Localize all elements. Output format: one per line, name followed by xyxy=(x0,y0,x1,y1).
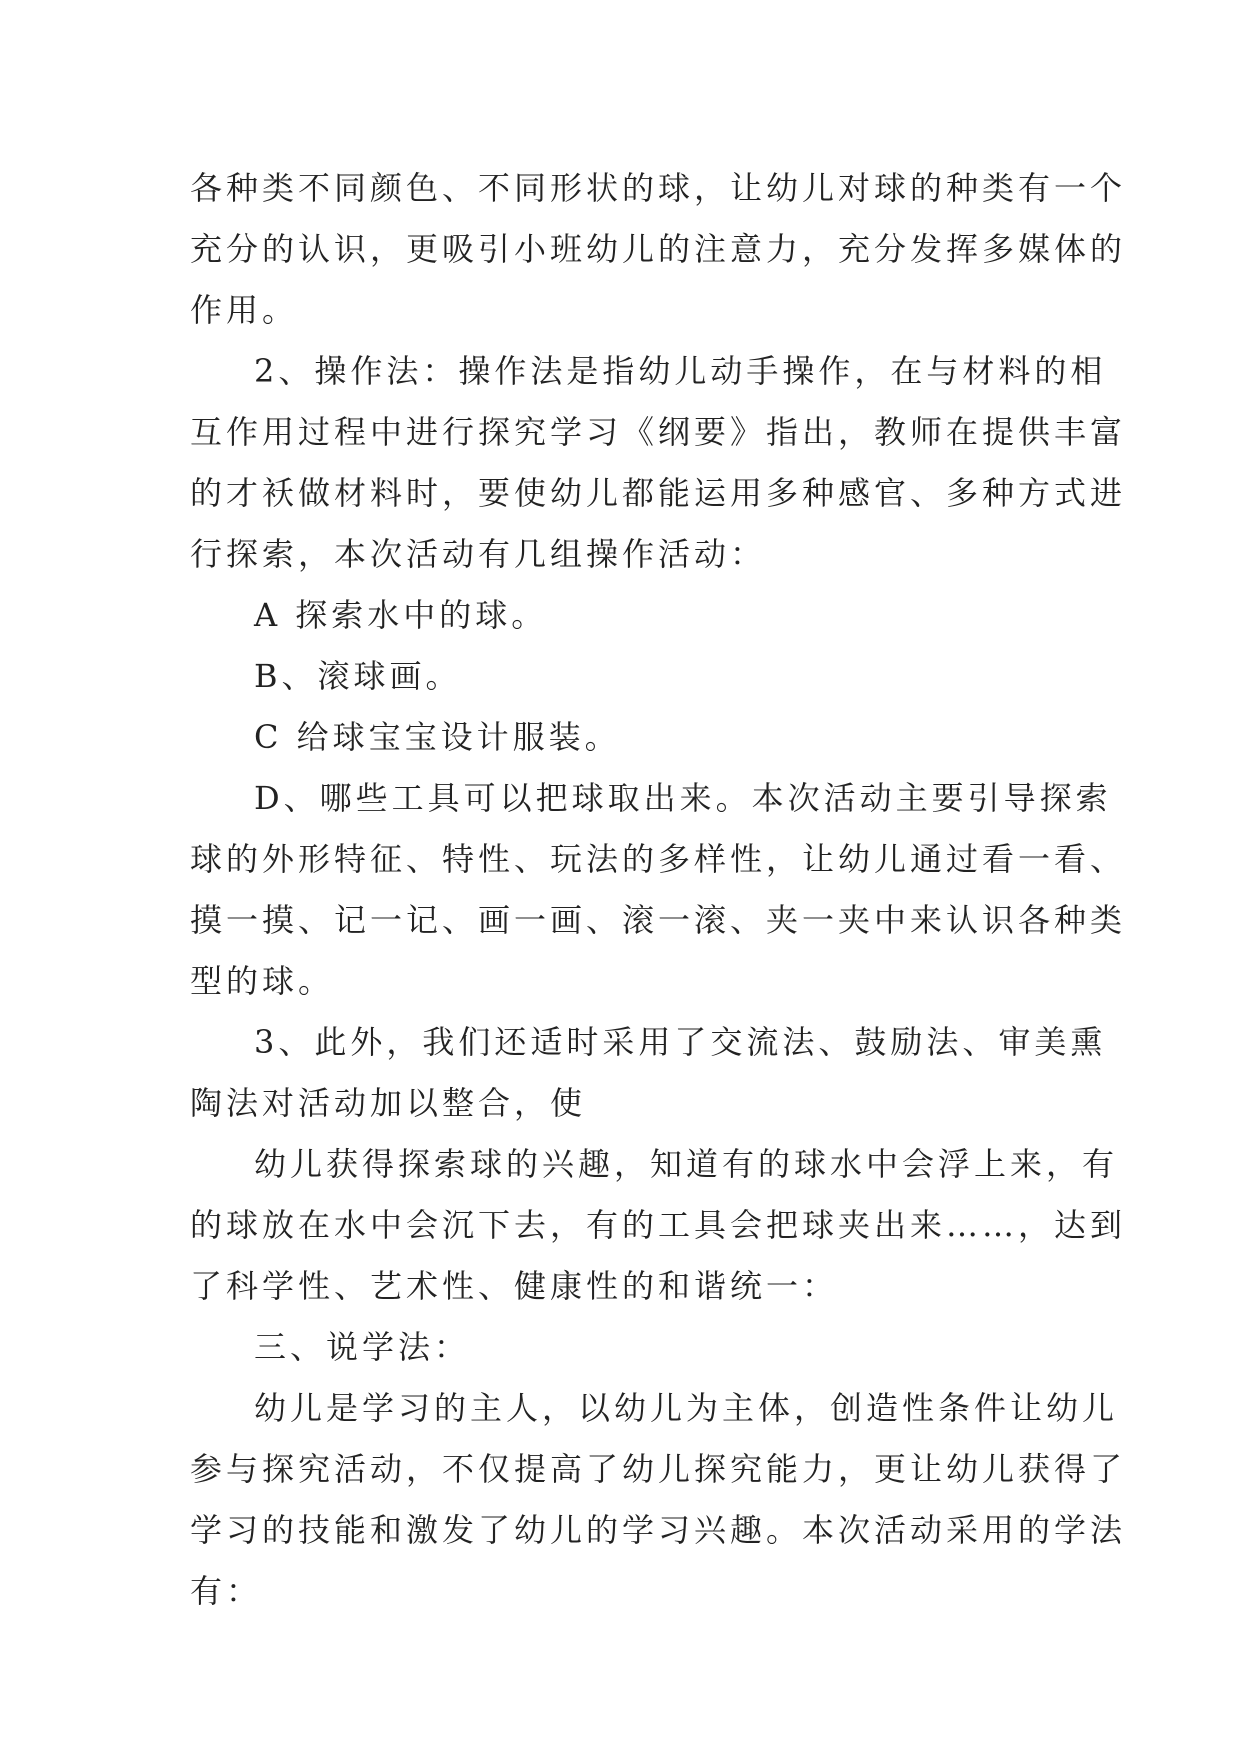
text-line: B、滚球画。 xyxy=(254,657,462,695)
text-line: 2、操作法：操作法是指幼儿动手操作，在与材料的相 xyxy=(254,352,1107,390)
text-line: 的才袄做材料时，要使幼儿都能运用多种感官、多种方式进 xyxy=(190,474,1127,512)
text-line: 行探索，本次活动有几组操作活动： xyxy=(190,535,767,573)
text-line: D、哪些工具可以把球取出来。本次活动主要引导探索 xyxy=(254,779,1112,817)
text-line: 了科学性、艺术性、健康性的和谐统一： xyxy=(190,1267,839,1305)
text-line: 有： xyxy=(190,1572,263,1610)
text-line: 3、此外，我们还适时采用了交流法、鼓励法、审美熏 xyxy=(254,1023,1107,1061)
text-line: 型的球。 xyxy=(190,962,335,1000)
text-line: 的球放在水中会沉下去，有的工具会把球夹出来……，达到 xyxy=(190,1206,1127,1244)
text-line: A 探索水中的球。 xyxy=(254,596,548,634)
text-line: 幼儿是学习的主人，以幼儿为主体，创造性条件让幼儿 xyxy=(254,1389,1119,1427)
text-line: C 给球宝宝设计服装。 xyxy=(254,718,621,756)
text-line: 充分的认识，更吸引小班幼儿的注意力，充分发挥多媒体的 xyxy=(190,230,1127,268)
body-text xyxy=(190,158,1127,1622)
text-line: 互作用过程中进行探究学习《纲要》指出，教师在提供丰富 xyxy=(190,413,1127,451)
text-line: 参与探究活动，不仅提高了幼儿探究能力，更让幼儿获得了 xyxy=(190,1450,1127,1488)
text-line: 三、说学法： xyxy=(254,1328,471,1366)
text-line: 学习的技能和激发了幼儿的学习兴趣。本次活动采用的学法 xyxy=(190,1511,1127,1549)
text-line: 作用。 xyxy=(190,291,299,329)
text-line: 幼儿获得探索球的兴趣，知道有的球水中会浮上来，有 xyxy=(254,1145,1119,1183)
text-line: 各种类不同颜色、不同形状的球，让幼儿对球的种类有一个 xyxy=(190,169,1127,207)
text-line: 球的外形特征、特性、玩法的多样性，让幼儿通过看一看、 xyxy=(190,840,1127,878)
text-line: 陶法对活动加以整合，使 xyxy=(190,1084,587,1122)
text-line: 摸一摸、记一记、画一画、滚一滚、夹一夹中来认识各种类 xyxy=(190,901,1127,939)
